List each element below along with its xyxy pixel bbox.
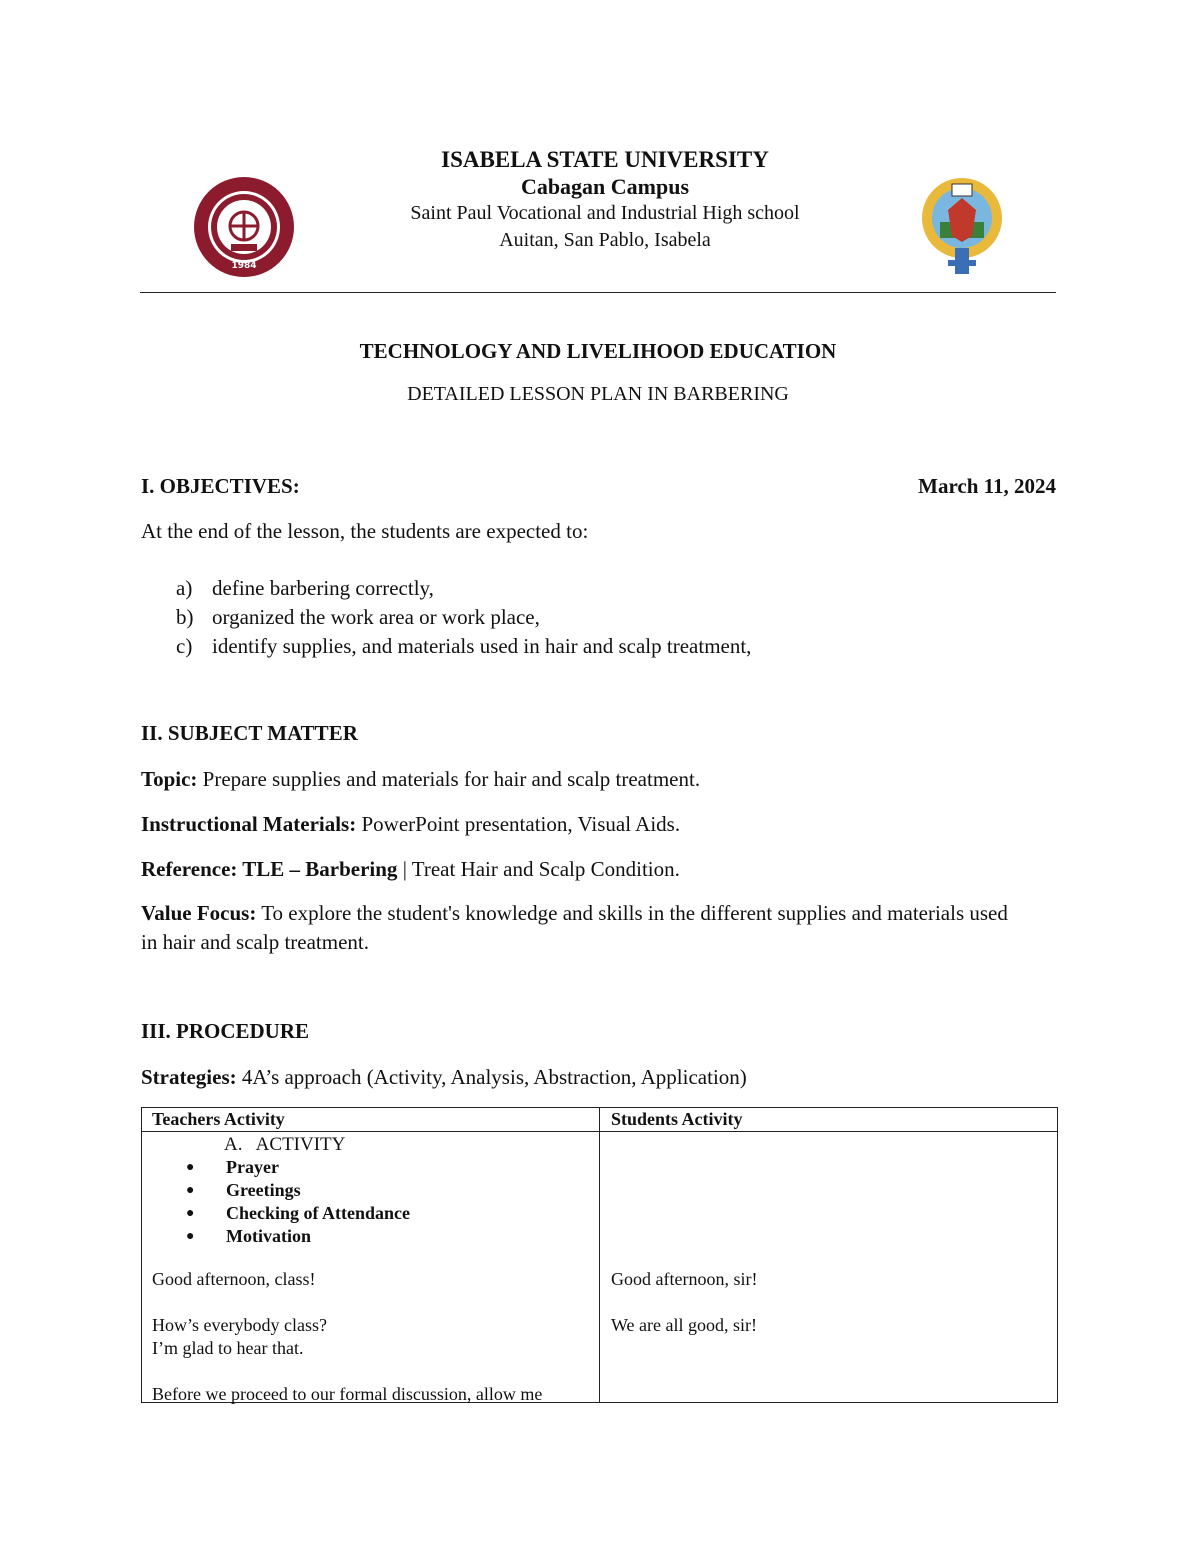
reference-text: | Treat Hair and Scalp Condition. [397,857,680,881]
topic-text: Prepare supplies and materials for hair and scalp treatment. [197,767,701,791]
bullet-icon: ● [186,1229,195,1244]
list-item-text: Motivation [226,1226,311,1246]
list-item-text: identify supplies, and materials used in hair and scalp treatment, [212,634,752,658]
teacher-line: How’s everybody class? [152,1315,327,1335]
bullet-icon: ● [186,1183,195,1198]
list-item [182,1156,410,1179]
activity-bullets [182,1156,410,1248]
list-item-text: Prayer [226,1157,279,1177]
list-item [176,574,751,603]
reference-label: Reference: TLE – Barbering [141,857,398,881]
subject-title: TECHNOLOGY AND LIVELIHOOD EDUCATION [359,339,837,363]
university-name: ISABELA STATE UNIVERSITY [441,147,769,172]
procedure-heading: III. PROCEDURE [141,1019,310,1043]
reference-line [141,855,1021,884]
procedure-table [141,1107,1058,1403]
school-address: Auitan, San Pablo, Isabela [499,229,711,251]
plan-title: DETAILED LESSON PLAN IN BARBERING [407,383,789,405]
list-marker: b) [176,605,194,629]
teacher-line: I’m glad to hear that. [152,1338,304,1358]
list-marker: c) [176,634,193,658]
list-item [182,1179,410,1202]
strategies-line [141,1063,1021,1092]
seal-year: 1984 [231,261,257,271]
materials-text: PowerPoint presentation, Visual Aids. [356,812,681,836]
strategies-label: Strategies: [141,1065,237,1089]
materials-label: Instructional Materials: [141,812,357,836]
bullet-icon: ● [186,1206,195,1221]
bullet-icon: ● [186,1160,195,1175]
list-item-text: define barbering correctly, [212,576,434,600]
objectives-intro: At the end of the lesson, the students are expected to: [141,519,589,543]
value-focus-label: Value Focus: [141,901,257,925]
topic-line [141,765,1021,794]
table-header-divider [142,1131,1057,1132]
list-item-text: Checking of Attendance [226,1203,410,1223]
list-item [176,603,751,632]
school-name: Saint Paul Vocational and Industrial High school [410,202,800,224]
activity-heading: A. ACTIVITY [224,1134,346,1155]
topic-label: Topic: [141,767,198,791]
list-item [182,1225,410,1248]
crest-logo [918,176,1006,276]
school-header [300,146,910,254]
objectives-list [176,574,751,661]
value-focus-text: To explore the student's knowledge and skills in the different supplies and materials used in hair and scalp treatment. [141,901,1008,954]
student-column-header: Students Activity [611,1109,743,1129]
list-item [176,632,751,661]
value-focus-line [141,899,1021,957]
teacher-line: Before we proceed to our formal discussion, allow me [152,1384,543,1404]
lesson-date: March 11, 2024 [918,474,1056,498]
campus-name: Cabagan Campus [520,174,690,199]
list-marker: a) [176,576,193,600]
list-item [182,1202,410,1225]
student-line: Good afternoon, sir! [611,1269,758,1289]
strategies-text: 4A’s approach (Activity, Analysis, Abstraction, Application) [236,1065,747,1089]
teacher-column-header: Teachers Activity [152,1109,285,1129]
list-item-text: organized the work area or work place, [212,605,540,629]
materials-line [141,810,1021,839]
objectives-heading: I. OBJECTIVES: [141,474,300,498]
teacher-line: Good afternoon, class! [152,1269,316,1289]
subject-matter-heading: II. SUBJECT MATTER [141,721,358,745]
table-column-divider [599,1108,600,1402]
student-line: We are all good, sir! [611,1315,757,1335]
header-divider [140,292,1056,293]
school-seal-logo [193,176,295,278]
list-item-text: Greetings [226,1180,301,1200]
